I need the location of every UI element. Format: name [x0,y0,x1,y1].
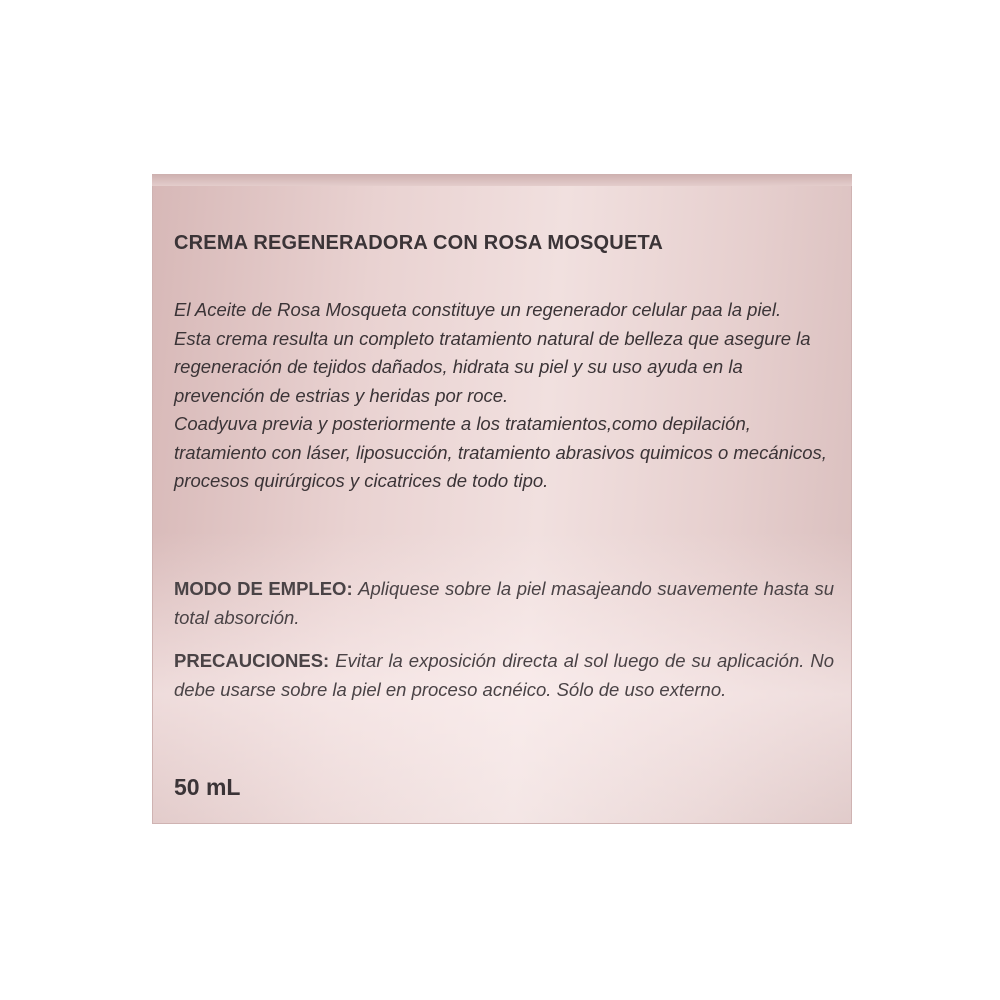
description-paragraph-1: El Aceite de Rosa Mosqueta constituye un regenerador celular paa la piel. [174,299,782,320]
box-top-edge [152,174,852,186]
net-volume: 50 mL [174,774,241,800]
usage-text: Apliquese sobre la piel masajeando suavemente hasta su total absorción. [174,578,835,628]
precautions-text: Evitar la exposición directa al sol luego de su aplicación. No debe usarse sobre la piel en proceso acnéico. Sólo de uso externo. [174,650,834,700]
product-title: CREMA REGENERADORA CON ROSA MOSQUETA [174,232,664,254]
description-paragraph-3: Coadyuva previa y posteriormente a los tratamientos,como depilación, tratamiento con láser, liposucción, tratamiento abrasivos quimicos o mecánicos, procesos quirúrgicos y cicatrices de todo tipo. [174,413,827,491]
usage-label: MODO DE EMPLEO: [174,578,353,599]
description-paragraph-2: Esta crema resulta un completo tratamiento natural de belleza que asegure la regeneración de tejidos dañados, hidrata su piel y su uso ayuda en la prevención de estrias y heridas por roce. [174,327,811,406]
precautions [174,647,834,704]
usage-instructions [174,575,834,632]
product-description [174,296,834,496]
product-box-back-panel [152,174,852,824]
precautions-label: PRECAUCIONES: [174,650,330,671]
